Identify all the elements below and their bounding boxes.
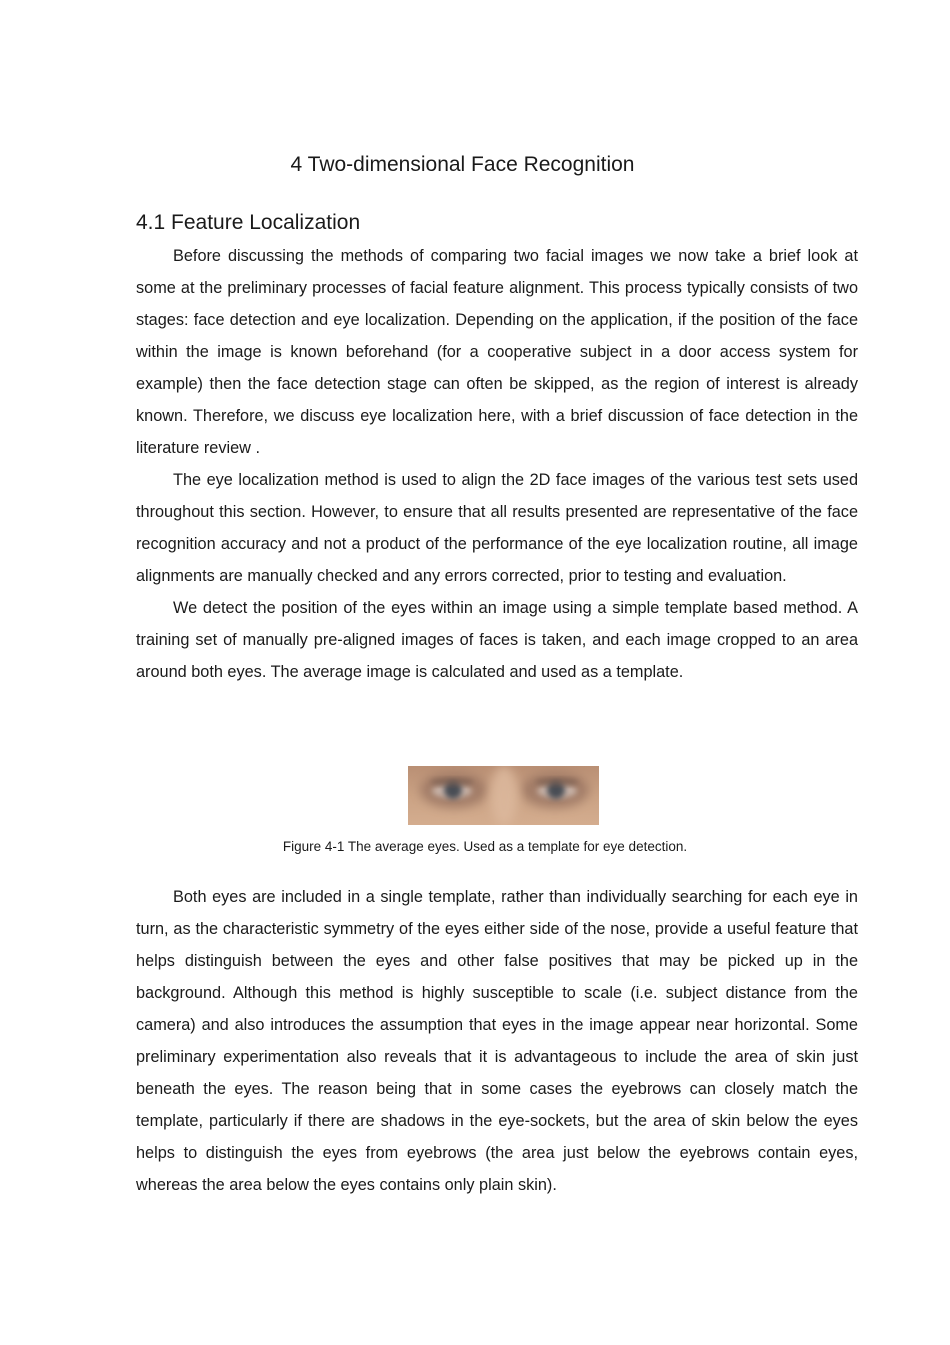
average-eyes-image	[408, 766, 599, 825]
paragraph: Both eyes are included in a single template, rather than individually searching for each eye in turn, as the characteristic symmetry of the eyes either side of the nose, provide a useful feature that helps distinguish between the eyes and other false positives that may be picked up in the background. Although this method is highly susceptible to scale (i.e. subject distance from the camera) and also introduces the assumption that eyes in the image appear near horizontal. Some preliminary experimentation also reveals that it is advantageous to include the area of skin just beneath the eyes. The reason being that in some cases the eyebrows can closely match the template, particularly if there are shadows in the eye-sockets, but the area of skin below the eyes helps to distinguish the eyes from eyebrows (the area just below the eyebrows contain eyes, whereas the area below the eyes contains only plain skin).	[136, 888, 858, 1194]
figure-caption: Figure 4-1 The average eyes. Used as a template for eye detection.	[282, 839, 688, 854]
paragraph: We detect the position of the eyes within an image using a simple template based method. A training set of manually pre-aligned images of faces is taken, and each image cropped to an area around both eyes. The average image is calculated and used as a template.	[136, 599, 858, 681]
paragraph: The eye localization method is used to align the 2D face images of the various test sets used throughout this section. However, to ensure that all results presented are representative of the face recognition accuracy and not a product of the performance of the eye localization routine, all image alignments are manually checked and any errors corrected, prior to testing and evaluation.	[136, 471, 858, 585]
chapter-title: 4 Two-dimensional Face Recognition	[290, 153, 635, 176]
paragraph: Before discussing the methods of comparing two facial images we now take a brief look at some at the preliminary processes of facial feature alignment. This process typically consists of two stages: face detection and eye localization. Depending on the application, if the position of the face within the image is known beforehand (for a cooperative subject in a door access system for example) then the face detection stage can often be skipped, as the region of interest is already known. Therefore, we discuss eye localization here, with a brief discussion of face detection in the literature review .	[136, 247, 858, 457]
average-eyes-figure	[408, 766, 599, 825]
body-text-before-figure	[136, 240, 858, 688]
section-title: 4.1 Feature Localization	[136, 211, 361, 234]
body-text-after-figure	[136, 881, 858, 1201]
